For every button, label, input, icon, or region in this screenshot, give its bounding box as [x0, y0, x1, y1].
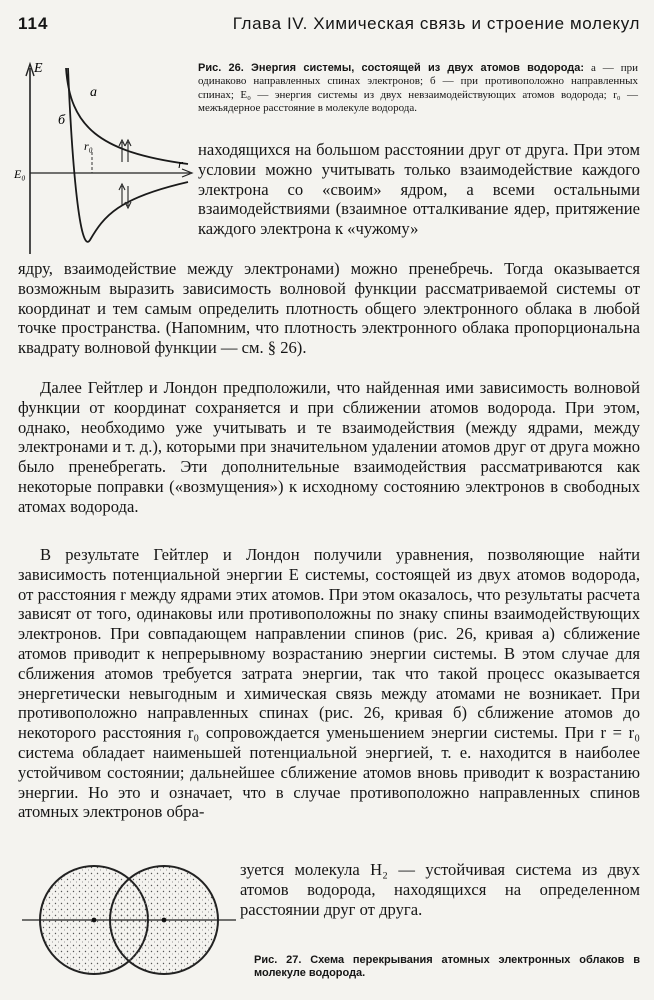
curve-b-label: б — [58, 113, 66, 128]
paragraph-1-continued: ядру, взаимодействие между электронами) можно пренебречь. Тогда оказывается возможным выразить зависимость волновой функции рассматриваемой системы от координат и тем самым определить плотность общего электронного облака в любой точке пространства. (Напомним, что плотность электронного облака пропорциональна квадрату волновой функции — см. § 26). — [18, 259, 640, 358]
E0-label: E₀ — [14, 167, 26, 181]
paragraph-3: В результате Гейтлер и Лондон получили уравнения, позволяющие найти зависимость потенциальной энергии E системы, состоящей из двух атомов водорода, от расстояния r между ядрами этих атомов. При этом оказалось, что результаты расчета зависят от того, одинаковы или противоположны по знаку спины взаимодействующих электронов. При совпадающем направлении спинов (рис. 26, кривая а) сближение атомов приводит к непрерывному возрастанию энергии системы. В этом случае для сближения атомов требуется затрата энергии, так что такой процесс оказывается энергетически невыгодным и химическая связь между атомами не возникает. При противоположно направленных спинах (рис. 26, кривая б) сближение атомов до некоторого расстояния r₀ сопровождается уменьшением энергии системы. При r = r₀ система обладает наименьшей потенциальной энергией, т. е. находится в наиболее устойчивом состоянии; дальнейшее сближение атомов вновь приводит к возрастанию энергии. Но это и означает, что в случае противоположно направленных спинов атомных электронов обра- — [18, 545, 640, 822]
paragraph-4: зуется молекула H₂ — устойчивая система из двух атомов водорода, находящихся на определенном расстоянии друг от друга. — [240, 860, 640, 919]
figure-27-caption-title: Рис. 27. Схема перекрывания атомных электронных облаков в молекуле водорода. — [254, 954, 640, 980]
r-axis-label: r — [178, 156, 184, 171]
curve-a-label: а — [90, 85, 97, 100]
figure-26-caption-title: Рис. 26. Энергия системы, состоящей из двух атомов водорода: — [198, 62, 585, 74]
r0-label: r₀ — [84, 139, 93, 153]
figure-26-energy-diagram — [14, 56, 198, 256]
figure-27-caption — [254, 954, 640, 981]
figure-27-electron-clouds — [18, 848, 240, 994]
figure-26-caption — [198, 62, 638, 116]
paragraph-2: Далее Гейтлер и Лондон предположили, что найденная ими зависимость волновой функции от координат сохраняется и при сближении атомов водорода. При этом, однако, необходимо уже учитывать и те взаимодействия (между ядрами, между электронами и т. д.), которыми при значительном удалении атомов друг от друга можно было пренебрегать. Эти дополнительные взаимодействия рассматриваются как некоторые поправки («возмущения») к исходному состоянию электронов в свободных атомах водорода. — [18, 378, 640, 516]
page-header — [18, 14, 640, 40]
paragraph-1: находящихся на большом расстоянии друг от друга. При этом условии можно учитывать только взаимодействие каждого электрона со «своим» ядром, а всеми остальными взаимодействиями (взаимное отталкивание ядер, притяжение каждого электрона к «чужому» — [198, 140, 640, 239]
page-number: 114 — [18, 14, 49, 33]
figure-26-caption-text: а — при одинаково направленных спинах электронов; б — при противоположно направленных спинах; E₀ — энергия системы из двух невзаимодействующих атомов водорода; r₀ — межъядерное расстояние в молекуле водорода. — [198, 62, 639, 115]
axis-E-label: E — [34, 61, 43, 76]
running-title: Глава IV. Химическая связь и строение молекул — [232, 14, 640, 33]
